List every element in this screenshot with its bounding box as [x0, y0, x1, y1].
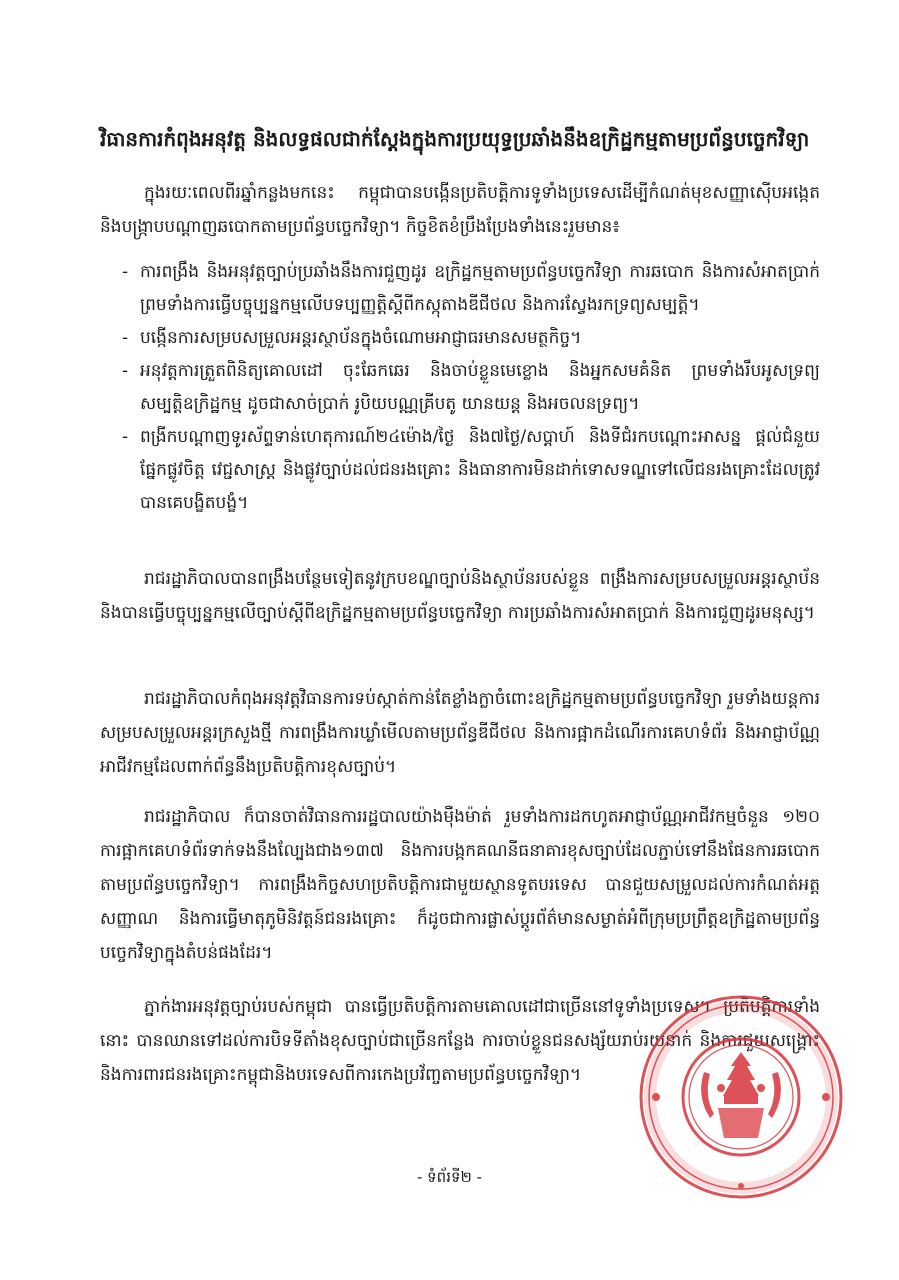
list-item-text: បង្កើនការសម្របសម្រួលអន្តរស្ថាប័នក្នុងចំណោមអាជ្ញាធរមានសមត្ថកិច្ច។ — [140, 328, 582, 348]
document-heading: វិធានការកំពុងអនុវត្ត និងលទ្ធផលជាក់ស្តែងក្នុងការប្រយុទ្ធប្រឆាំងនឹងឧក្រិដ្ឋកម្មតាមប្រព័ន្ធបច្ចេកវិទ្យា — [100, 127, 810, 151]
paragraph-administrative-measures: រាជរដ្ឋាភិបាល ក៏បានចាត់វិធានការរដ្ឋបាលយ៉ាងម៉ឺងម៉ាត់ រួមទាំងការដកហូតអាជ្ញាប័ណ្ណអាជីវកម្មចំនួន ១២០ ការផ្អាកគេហទំព័រទាក់ទងនឹងល្បែងជាង១៣៧ និងការបង្កកគណនីធនាគារខុសច្បាប់ដែលភ្ជាប់ទៅនឹងផែនការឆបោកតាមប្រព័ន្ធបច្ចេកវិទ្យា។ ការពង្រឹងកិច្ចសហប្រតិបត្តិការជាមួយស្ថានទូតបរទេស បានជួយសម្រួលដល់ការកំណត់អត្តសញ្ញាណ និងការធ្វើមាតុភូមិនិវត្តន៍ជនរងគ្រោះ ក៏ដូចជាការផ្លាស់ប្តូរព័ត៌មានសម្ងាត់អំពីក្រុមប្រព្រឹត្តឧក្រិដ្ឋតាមប្រព័ន្ធបច្ចេកវិទ្យាក្នុងតំបន់ផងដែរ។ — [100, 807, 820, 963]
list-item-text: ពង្រីកបណ្តាញទូរស័ព្ទទាន់ហេតុការណ៍២៤ម៉ោង/ថ្ងៃ និង៧ថ្ងៃ/សប្តាហ៍ និងទីជំរកបណ្តោះអាសន្ន ផ្តល់ជំនួយផ្នែកផ្លូវចិត្ត វេជ្ជសាស្ត្រ និងផ្លូវច្បាប់ដល់ជនរងគ្រោះ និងធានាការមិនដាក់ទោសទណ្ឌទៅលើជនរងគ្រោះដែលត្រូវបានគេបង្ខិតបង្ខំ។ — [140, 427, 820, 513]
list-item — [100, 355, 820, 421]
list-item — [100, 421, 820, 520]
paragraph-legal-framework: រាជរដ្ឋាភិបាលបានពង្រឹងបន្ថែមទៀតនូវក្របខណ្ឌច្បាប់និងស្ថាប័នរបស់ខ្លួន ពង្រឹងការសម្របសម្រួលអន្តរស្ថាប័ន និងបានធ្វើបច្ចុប្បន្នកម្មលើច្បាប់ស្តីពីឧក្រិដ្ឋកម្មតាមប្រព័ន្ធបច្ចេកវិទ្យា ការប្រឆាំងការសំអាតប្រាក់ និងការជួញដូរមនុស្ស។ — [100, 569, 820, 623]
list-item — [100, 322, 820, 355]
list-item — [100, 256, 820, 322]
paragraph-intro: ក្នុងរយៈពេលពីរឆ្នាំកន្លងមកនេះ កម្ពុជាបានបង្កើនប្រតិបត្តិការទូទាំងប្រទេសដើម្បីកំណត់មុខសញ្ញាស៊ើបអង្កេត និងបង្ក្រាបបណ្តាញឆបោកតាមប្រព័ន្ធបច្ចេកវិទ្យា។ កិច្ចខិតខំប្រឹងប្រែងទាំងនេះរួមមាន៖ — [100, 183, 820, 237]
paragraph-prevention: រាជរដ្ឋាភិបាលកំពុងអនុវត្តវិធានការទប់ស្កាត់កាន់តែខ្លាំងក្លាចំពោះឧក្រិដ្ឋកម្មតាមប្រព័ន្ធបច្ចេកវិទ្យា រួមទាំងយន្តការសម្របសម្រួលអន្តរក្រសួងថ្មី ការពង្រឹងការឃ្លាំមើលតាមប្រព័ន្ធឌីជីថល និងការផ្អាកដំណើរការគេហទំព័រ និងអាជ្ញាប័ណ្ណអាជីវកម្មដែលពាក់ព័ន្ធនឹងប្រតិបត្តិការខុសច្បាប់។ — [100, 689, 820, 777]
list-item-text: ការពង្រឹង និងអនុវត្តច្បាប់ប្រឆាំងនឹងការជួញដូរ ឧក្រិដ្ឋកម្មតាមប្រព័ន្ធបច្ចេកវិទ្យា ការឆបោក និងការសំអាតប្រាក់ ព្រមទាំងការធ្វើបច្ចុប្បន្នកម្មលើបទប្បញ្ញត្តិស្តីពីកស្កុតាងឌីជីថល និងការស្វែងរកទ្រព្យសម្បត្តិ។ — [140, 262, 820, 315]
page-number: - ទំព័រទី២ - — [416, 1168, 483, 1186]
bullet-dash: - — [122, 427, 129, 447]
paragraph-law-enforcement: ភ្នាក់ងារអនុវត្តច្បាប់របស់កម្ពុជា បានធ្វើប្រតិបត្តិការតាមគោលដៅជាច្រើននៅទូទាំងប្រទេស។ ប្រតិបត្តិការទាំងនោះ បានឈានទៅដល់ការបិទទីតាំងខុសច្បាប់ជាច្រើនកន្លែង ការចាប់ខ្លួនជនសង្ស័យរាប់រយនាក់ និងការជួយសង្គ្រោះនិងការពារជនរងគ្រោះកម្ពុជានិងបរទេសពីការកេងប្រវ័ញ្ចតាមប្រព័ន្ធបច្ចេកវិទ្យា។ — [100, 997, 820, 1085]
bullet-dash: - — [122, 262, 129, 282]
list-item-text: អនុវត្តការត្រួតពិនិត្យគោលដៅ ចុះឆែកឆេរ និងចាប់ខ្លួនមេខ្លោង និងអ្នកសមគំនិត ព្រមទាំងរឹបអូសទ្រព្យសម្បត្តិឧក្រិដ្ឋកម្ម ដូចជាសាច់ប្រាក់ រូបិយបណ្ណគ្រីបតូ យានយន្ត និងអចលនទ្រព្យ។ — [140, 361, 820, 414]
measures-list — [100, 256, 820, 520]
bullet-dash: - — [122, 328, 129, 348]
bullet-dash: - — [122, 361, 129, 381]
